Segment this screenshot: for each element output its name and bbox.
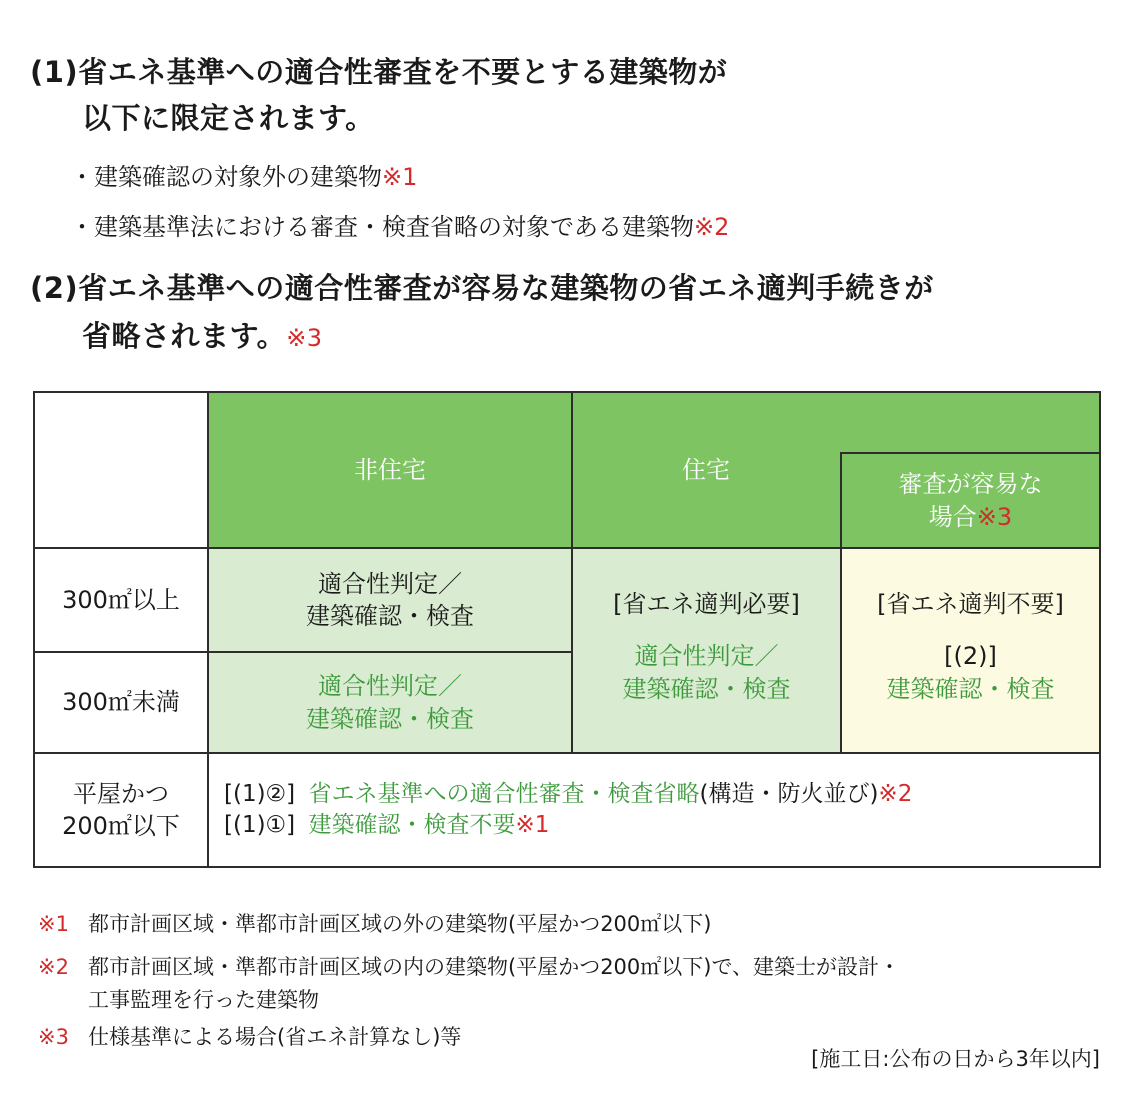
row-label-300-over: 300㎡以上	[62, 585, 180, 614]
heading-1-line1	[30, 50, 727, 91]
header-residential-label: 住宅	[682, 456, 730, 484]
note-3	[38, 1021, 461, 1051]
header-easy-review	[841, 453, 1100, 548]
heading-2-text: 省エネ基準への適合性審査が容易な建築物の省エネ適判手続きが	[78, 271, 934, 305]
note-2-mark: ※2	[38, 955, 69, 979]
table-divider-label	[207, 391, 209, 868]
single-story-line1-black: (構造・防火並び)	[699, 780, 879, 807]
note-1	[38, 908, 711, 938]
row-label-single-story	[34, 753, 208, 867]
note-3-text: 仕様基準による場合(省エネ計算なし)等	[88, 1025, 462, 1049]
single-story-line2-green: 建築確認・検査不要	[308, 812, 516, 838]
note-3-mark: ※3	[38, 1025, 69, 1049]
note-2	[38, 951, 900, 981]
bullet-2	[70, 207, 729, 242]
bullet-2-text: ・建築基準法における審査・検査省略の対象である建築物	[70, 213, 694, 241]
single-story-line2-ref: [(1)①]	[224, 812, 296, 838]
single-story-line1-green: 省エネ基準への適合性審査・検査省略	[308, 780, 700, 807]
residential-bracket: [省エネ適判必要]	[613, 590, 800, 618]
table-divider-row1	[33, 651, 572, 653]
easy-review-cell	[841, 548, 1100, 753]
bullet-2-mark: ※2	[694, 213, 730, 241]
easy-review-body: 建築確認・検査	[886, 674, 1055, 703]
table-divider-res	[840, 452, 842, 753]
nonres-300-over-line2: 建築確認・検査	[306, 602, 474, 630]
heading-2-line1	[30, 266, 934, 307]
heading-2-mark: ※3	[286, 324, 323, 352]
note-1-text: 都市計画区域・準都市計画区域の外の建築物(平屋かつ200㎡以下)	[88, 912, 712, 936]
single-story-line2-mark: ※1	[515, 812, 550, 838]
table-border-right	[1099, 391, 1101, 868]
effective-date: [施工日:公布の日から3年以内]	[811, 1047, 1100, 1071]
heading-1-number: (1)	[30, 55, 79, 89]
nonres-300-over-cell	[208, 548, 572, 652]
bullet-1-text: ・建築確認の対象外の建築物	[70, 163, 382, 191]
table-border-bottom	[33, 866, 1101, 868]
single-story-line1	[224, 779, 912, 810]
easy-review-bracket: [省エネ適判不要]	[877, 590, 1064, 618]
residential-cell	[572, 548, 841, 753]
heading-2-number: (2)	[30, 271, 79, 305]
table-divider-header	[33, 547, 1101, 549]
header-nonresidential-label: 非住宅	[354, 455, 426, 484]
table-border-top	[33, 391, 1101, 393]
residential-line2: 建築確認・検査	[622, 674, 791, 703]
table-divider-row2	[33, 752, 1101, 754]
table-divider-nonres	[571, 391, 573, 753]
header-easy-review-line2	[929, 501, 1012, 533]
row-label-single-story-line1: 平屋かつ	[73, 779, 169, 808]
single-story-line2	[224, 810, 549, 841]
row-label-single-story-line2: 200㎡以下	[62, 812, 180, 840]
header-easy-review-label: 場合	[928, 502, 977, 531]
note-2-text: 都市計画区域・準都市計画区域の内の建築物(平屋かつ200㎡以下)で、建築士が設計・	[88, 955, 901, 979]
heading-1-line2: 以下に限定されます。	[82, 101, 375, 135]
bullet-1-mark: ※1	[382, 163, 418, 191]
heading-2-text2: 省略されます。	[82, 319, 287, 353]
single-story-cell	[208, 753, 1100, 867]
nonres-300-under-line1: 適合性判定／	[318, 672, 462, 701]
residential-line1: 適合性判定／	[634, 642, 779, 671]
note-1-mark: ※1	[38, 912, 69, 936]
single-story-line1-ref: [(1)②]	[224, 780, 296, 807]
row-label-300-under: 300㎡未満	[62, 688, 180, 717]
heading-2-line2	[82, 314, 323, 355]
header-easy-review-line1: 審査が容易な	[898, 470, 1043, 499]
heading-1-text: 省エネ基準への適合性審査を不要とする建築物が	[78, 55, 728, 89]
easy-review-ref: [(2)]	[944, 642, 997, 671]
single-story-line1-mark: ※2	[878, 780, 913, 807]
nonres-300-under-line2: 建築確認・検査	[306, 704, 474, 733]
table-divider-easy-top	[840, 452, 1100, 454]
nonres-300-under-cell	[208, 652, 572, 753]
note-2-continued: 工事監理を行った建築物	[88, 988, 319, 1012]
bullet-1	[70, 157, 417, 192]
header-nonresidential	[208, 392, 572, 548]
table-border-left	[33, 391, 35, 868]
header-easy-review-mark: ※3	[976, 502, 1013, 531]
nonres-300-over-line1: 適合性判定／	[318, 569, 462, 598]
